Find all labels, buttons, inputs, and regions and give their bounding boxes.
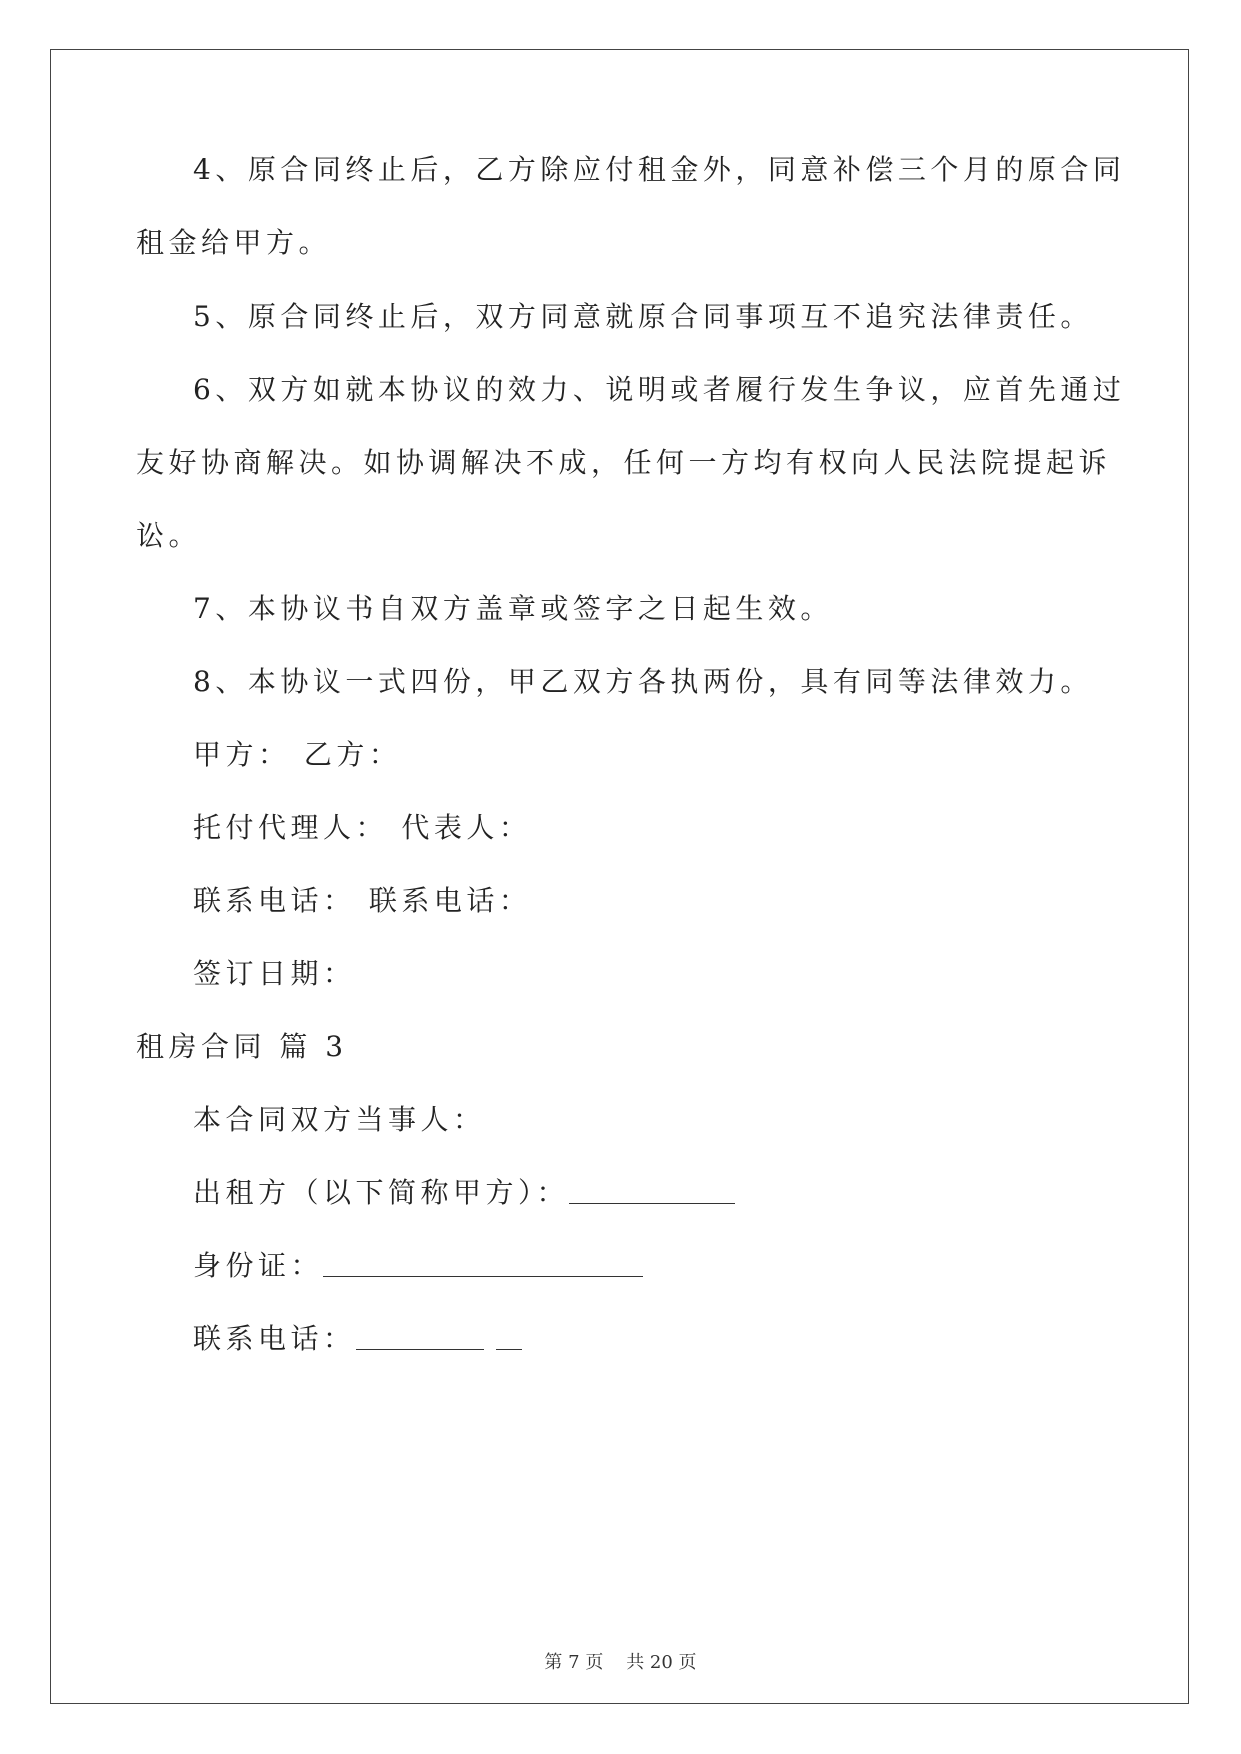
- parties-intro: 本合同双方当事人：: [193, 1103, 486, 1136]
- signature-agents: 托付代理人： 代表人：: [193, 811, 532, 844]
- signature-phones: 联系电话： 联系电话：: [193, 884, 532, 917]
- paragraph-6-line-2: 友好协商解决。如协调解决不成，任何一方均有权向人民法院提起诉: [136, 446, 1112, 479]
- paragraph-4-line-2: 租金给甲方。: [136, 226, 332, 259]
- paragraph-4-line-1: 4、原合同终止后，乙方除应付租金外，同意补偿三个月的原合同: [193, 153, 1126, 186]
- section-3-heading: 租房合同 篇 3: [136, 1030, 348, 1063]
- phone-blank-2: [496, 1325, 522, 1350]
- id-blank: [323, 1252, 643, 1277]
- phone-line: [193, 1319, 522, 1359]
- lessor-line: [193, 1173, 735, 1213]
- id-line: [193, 1246, 643, 1286]
- paragraph-7: 7、本协议书自双方盖章或签字之日起生效。: [193, 592, 833, 625]
- page-number: 第 7 页 共 20 页: [544, 1652, 697, 1673]
- paragraph-6-line-3: 讼。: [136, 519, 202, 552]
- signature-parties: 甲方： 乙方：: [193, 738, 402, 771]
- paragraph-5: 5、原合同终止后，双方同意就原合同事项互不追究法律责任。: [193, 300, 1093, 333]
- lessor-blank: [569, 1179, 735, 1204]
- phone-label: 联系电话：: [193, 1322, 356, 1355]
- lessor-label: 出租方（以下简称甲方）：: [193, 1176, 570, 1209]
- paragraph-8: 8、本协议一式四份，甲乙双方各执两份，具有同等法律效力。: [193, 665, 1093, 698]
- phone-blank-1: [356, 1325, 484, 1350]
- paragraph-6-line-1: 6、双方如就本协议的效力、说明或者履行发生争议，应首先通过: [193, 373, 1126, 406]
- signature-date: 签订日期：: [193, 957, 356, 990]
- id-label: 身份证：: [193, 1249, 324, 1282]
- page-footer: [0, 1648, 1241, 1674]
